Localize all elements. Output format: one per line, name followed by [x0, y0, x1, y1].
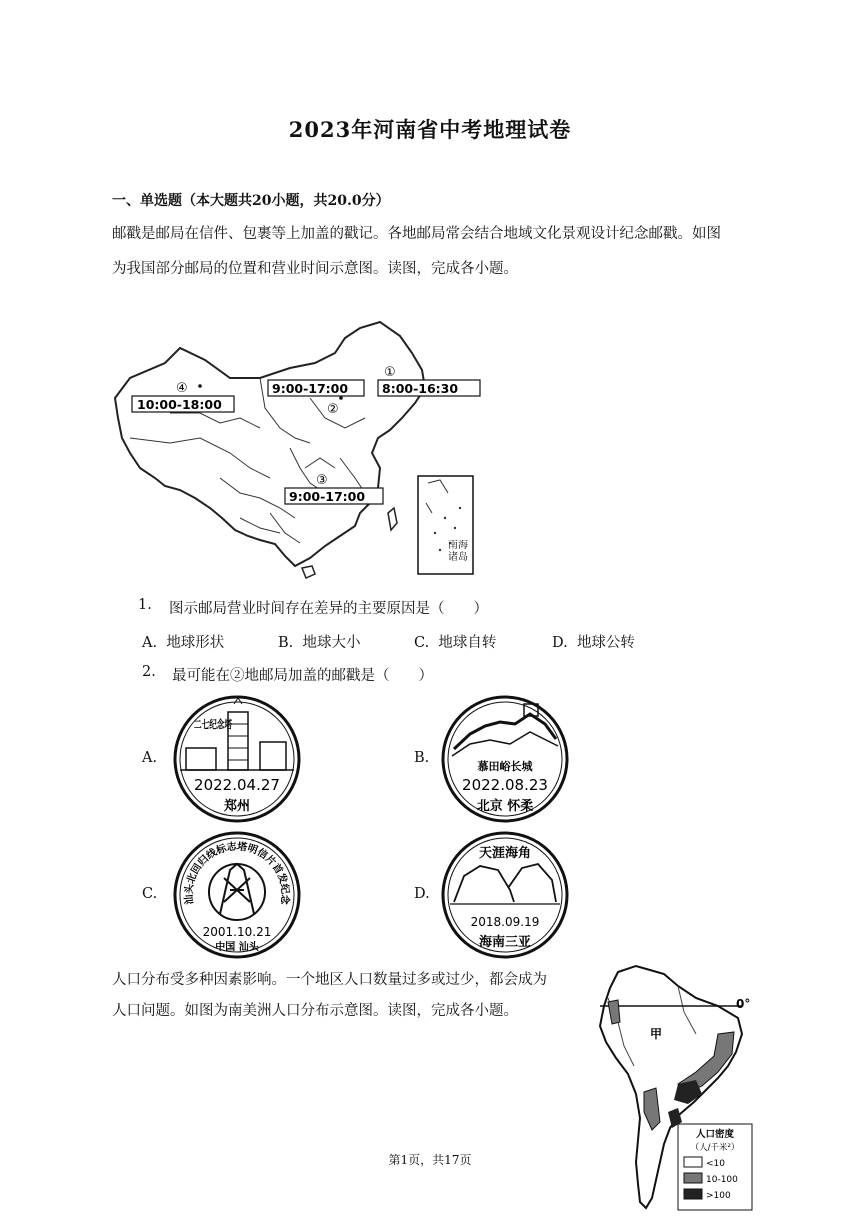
option-text: 地球自转 [438, 635, 497, 651]
intro-paragraph-2-line-2: 人口问题。如图为南美洲人口分布示意图。读图，完成各小题。 [112, 1003, 518, 1019]
china-outline [115, 322, 425, 566]
stamp-d-sanya[interactable] [440, 830, 570, 960]
q1-option-a[interactable] [142, 631, 224, 652]
stamp-b-place: 北京 怀柔 [476, 799, 534, 814]
intro-paragraph-1-line-2: 为我国部分邮局的位置和营业时间示意图。读图，完成各小题。 [112, 261, 518, 277]
stamp-c-shantou[interactable] [172, 830, 302, 960]
svg-text:汕头北回归线标志塔明信片首发纪念 [182, 839, 292, 906]
south-america-population-map [578, 962, 756, 1212]
section-heading: 一、单选题（本大题共20小题，共20.0分） [112, 193, 390, 209]
legend-swatch-mid [684, 1173, 702, 1183]
q2-stem: 最可能在②地邮局加盖的邮戳是（ ） [172, 668, 433, 684]
q1-option-d[interactable] [552, 631, 635, 652]
legend-unit: （人/千米²） [690, 1143, 740, 1153]
region-marker-jia: 甲 [650, 1027, 663, 1041]
marker-4: ④ [176, 381, 188, 396]
page-footer: 第1页，共17页 [388, 1153, 472, 1167]
option-text: 地球形状 [166, 635, 225, 651]
stamp-b-beijing[interactable] [440, 694, 570, 824]
q1-option-b[interactable] [278, 631, 360, 652]
stamp-c-date: 2001.10.21 [202, 925, 272, 939]
hours-label-beijing: 9:00-17:00 [272, 381, 349, 396]
stamp-c-place: 中国 汕头 [215, 942, 259, 953]
stamp-b-top: 慕田峪长城 [477, 760, 533, 773]
equator-label: 0° [736, 997, 751, 1011]
legend-label-low: <10 [706, 1159, 725, 1169]
taiwan-island [388, 508, 397, 530]
tropic-marker-icon [209, 864, 265, 920]
stamp-d-date: 2018.09.19 [470, 915, 540, 929]
hours-label-1: 8:00-16:30 [382, 381, 459, 396]
stamp-c-top: 汕头北回归线标志塔明信片首发纪念 [183, 841, 291, 906]
option-letter: A. [142, 635, 158, 651]
legend-swatch-high [684, 1189, 702, 1199]
stamp-d-top: 天涯海角 [478, 846, 532, 861]
intro-paragraph-1-line-1: 邮戳是邮局在信件、包裹等上加盖的戳记。各地邮局常会结合地域文化景观设计纪念邮戳。如图 [112, 226, 721, 242]
q2-number: 2. [142, 664, 156, 680]
q1-stem: 图示邮局营业时间存在差异的主要原因是（ ） [169, 601, 488, 617]
legend-title: 人口密度 [695, 1129, 735, 1140]
q2-option-a-letter[interactable]: A. [142, 750, 158, 766]
option-text: 地球公转 [576, 635, 635, 651]
hours-label-4: 10:00-18:00 [137, 397, 222, 412]
marker-3: ③ [316, 473, 328, 488]
marker-2: ② [327, 402, 339, 417]
stamp-a-top: 二七纪念塔 [194, 718, 249, 731]
inset-label: 南海诸岛 [448, 540, 468, 563]
q1-number: 1. [138, 597, 152, 613]
option-letter: C. [414, 635, 430, 651]
hours-label-3: 9:00-17:00 [289, 489, 366, 504]
q2-option-d-letter[interactable]: D. [414, 886, 430, 902]
page-title: 2023年河南省中考地理试卷 [288, 117, 572, 142]
stamp-a-date: 2022.04.27 [194, 776, 280, 794]
stamp-a-place: 郑州 [223, 799, 251, 814]
rocks-icon [454, 864, 556, 902]
stamp-d-place: 海南三亚 [478, 935, 532, 950]
q1-option-c[interactable] [414, 631, 496, 652]
option-letter: D. [552, 635, 568, 651]
stamp-a-zhengzhou[interactable] [172, 694, 302, 824]
q2-option-b-letter[interactable]: B. [414, 750, 430, 766]
legend-label-high: >100 [706, 1191, 731, 1201]
legend-label-mid: 10-100 [706, 1175, 738, 1185]
marker-1: ① [384, 365, 396, 380]
q2-option-c-letter[interactable]: C. [142, 886, 158, 902]
hainan-island [302, 566, 315, 578]
option-letter: B. [278, 635, 294, 651]
stamp-b-date: 2022.08.23 [462, 776, 548, 794]
china-post-office-map [110, 318, 500, 583]
option-text: 地球大小 [302, 635, 361, 651]
intro-paragraph-2-line-1: 人口分布受多种因素影响。一个地区人口数量过多或过少，都会成为 [112, 972, 547, 988]
